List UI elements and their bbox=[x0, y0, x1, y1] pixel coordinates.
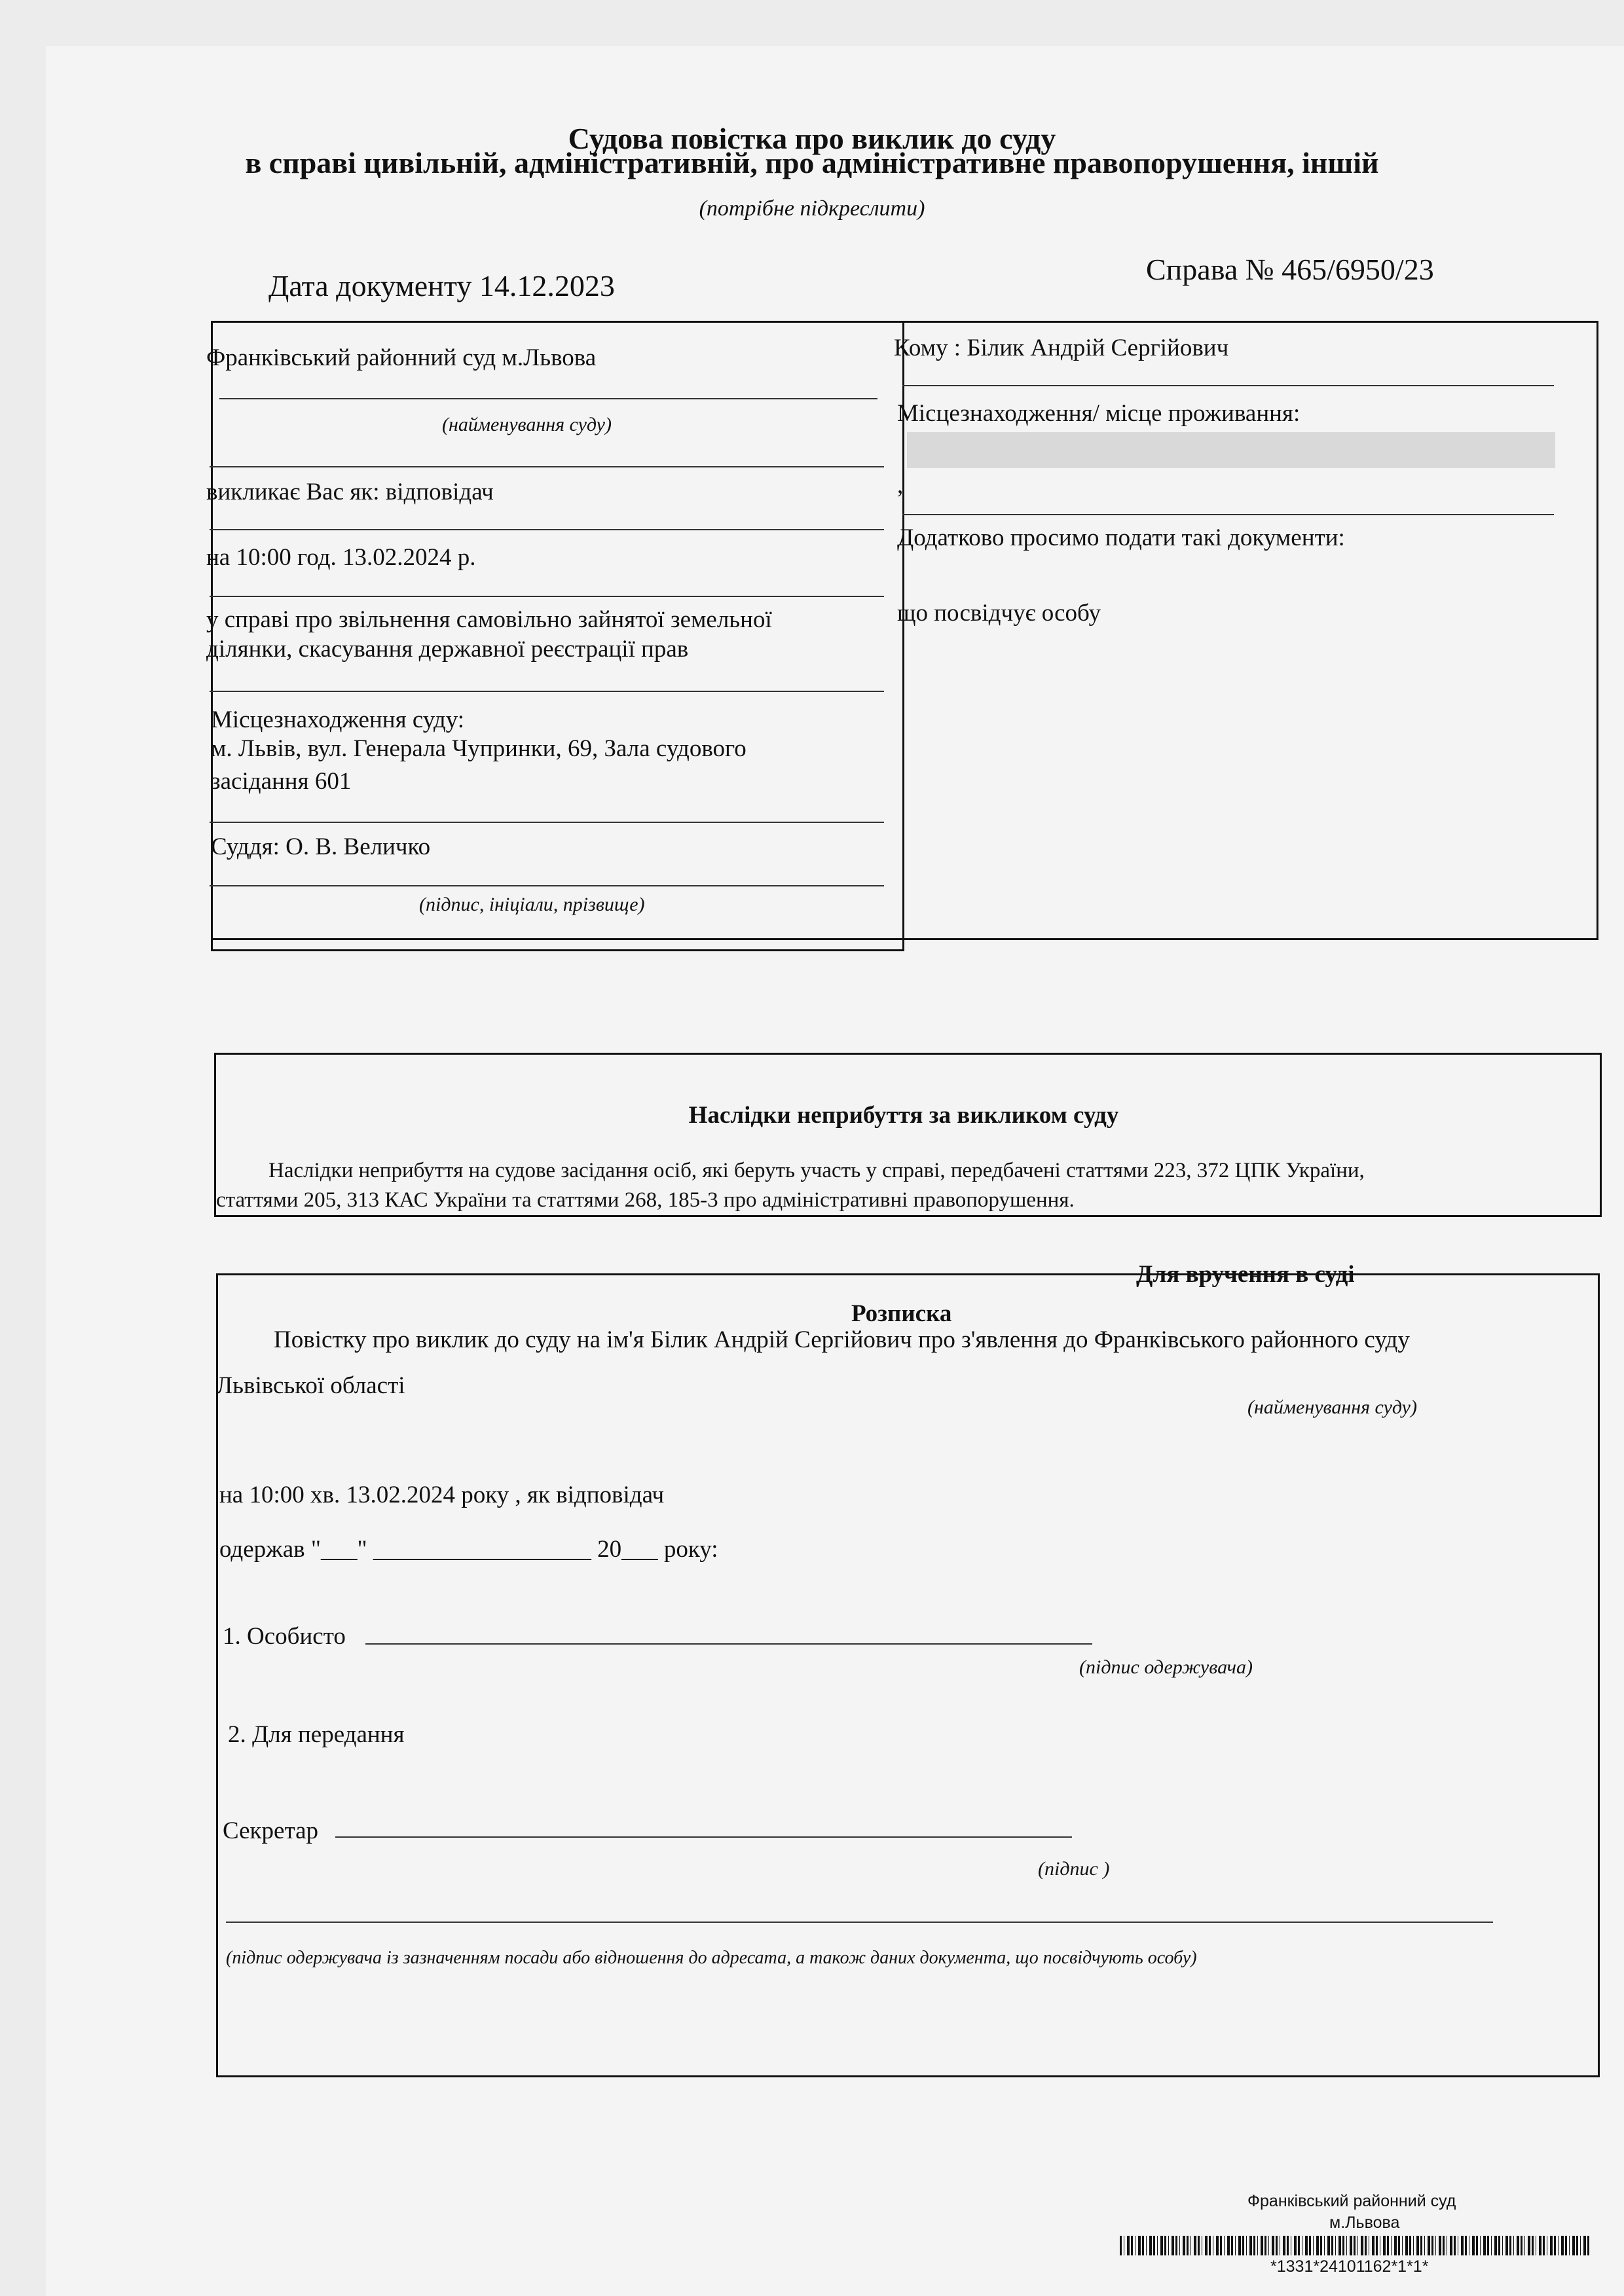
residence-comma: , bbox=[897, 472, 904, 499]
extra-documents-label: Додатково просимо подати такі документи: bbox=[897, 524, 1345, 551]
receipt-title: Розписка bbox=[851, 1300, 952, 1327]
personally-signature-line bbox=[365, 1643, 1092, 1645]
separator-line bbox=[210, 529, 884, 530]
document-date: Дата документу 14.12.2023 bbox=[268, 269, 615, 302]
redacted-address bbox=[907, 432, 1555, 468]
receipt-text-line2: Львівської області bbox=[216, 1372, 405, 1399]
court-stamp-line2: м.Львова bbox=[1329, 2214, 1400, 2232]
judge-name: Суддя: О. В. Величко bbox=[211, 833, 431, 860]
recipient-name: Кому : Білик Андрій Сергійович bbox=[894, 335, 1229, 361]
barcode-text: *1331*24101162*1*1* bbox=[1270, 2257, 1429, 2276]
recipient-signature-caption: (підпис одержувача) bbox=[1079, 1656, 1253, 1678]
court-location-label: Місцезнаходження суду: bbox=[211, 706, 465, 733]
for-court-delivery: Для вручення в суді bbox=[1136, 1261, 1355, 1288]
case-subject-line1: у справі про звільнення самовільно зайнятої земельної bbox=[206, 606, 772, 633]
court-name-caption: (найменування суду) bbox=[442, 414, 612, 435]
receipt-text-line1: Повістку про виклик до суду на ім'я Білик Андрій Сергійович про з'явлення до Франківського районного суду bbox=[274, 1326, 1410, 1353]
received-date-line: одержав "___" __________________ 20___ року: bbox=[219, 1536, 718, 1563]
separator-line bbox=[902, 514, 1554, 515]
judge-caption: (підпис, ініціали, прізвище) bbox=[419, 894, 645, 915]
consequences-text-line2: статтями 205, 313 КАС України та статтями 268, 185-3 про адміністративні правопорушення. bbox=[216, 1188, 1075, 1212]
court-location-line2: засідання 601 bbox=[211, 768, 352, 795]
separator-line bbox=[210, 822, 884, 823]
consequences-title: Наслідки неприбуття за викликом суду bbox=[688, 1102, 1119, 1129]
separator-line bbox=[210, 596, 884, 597]
secretary-signature-caption: (підпис ) bbox=[1038, 1858, 1110, 1880]
hearing-time: на 10:00 год. 13.02.2024 р. bbox=[206, 544, 476, 571]
underline-note: (потрібне підкреслити) bbox=[699, 196, 925, 221]
personally-label: 1. Особисто bbox=[223, 1623, 346, 1650]
receipt-court-caption: (найменування суду) bbox=[1247, 1396, 1417, 1418]
receipt-hearing-time: на 10:00 хв. 13.02.2024 року , як відповідач bbox=[219, 1482, 665, 1508]
case-subject-line2: ділянки, скасування державної реєстрації прав bbox=[206, 636, 689, 663]
document-subtitle: в справі цивільній, адміністративній, про адміністративне правопорушення, іншій bbox=[245, 146, 1379, 179]
receipt-footer-line bbox=[226, 1922, 1493, 1923]
court-location-line1: м. Львів, вул. Генерала Чупринки, 69, Зала судового bbox=[211, 735, 747, 762]
for-transfer-label: 2. Для передання bbox=[228, 1721, 405, 1748]
extra-documents-value: що посвідчує особу bbox=[897, 600, 1101, 627]
barcode bbox=[1120, 2236, 1591, 2255]
summons-role: викликає Вас як: відповідач bbox=[206, 479, 494, 505]
separator-line bbox=[902, 385, 1554, 386]
receipt-footer-caption: (підпис одержувача із зазначенням посади або відношення до адресата, а також даних документа, що посвідчують особу) bbox=[226, 1948, 1197, 1968]
case-number: Справа № 465/6950/23 bbox=[1146, 253, 1434, 286]
separator-line bbox=[210, 885, 884, 886]
secretary-label: Секретар bbox=[223, 1817, 318, 1844]
secretary-signature-line bbox=[335, 1836, 1072, 1838]
consequences-text-line1: Наслідки неприбуття на судове засідання осіб, які беруть участь у справі, передбачені статтями 223, 372 ЦПК України, bbox=[268, 1159, 1365, 1182]
court-name: Франківський районний суд м.Львова bbox=[206, 344, 597, 371]
residence-label: Місцезнаходження/ місце проживання: bbox=[897, 400, 1301, 427]
court-stamp-line1: Франківський районний суд bbox=[1247, 2192, 1456, 2210]
separator-line bbox=[210, 691, 884, 692]
separator-line bbox=[210, 466, 884, 467]
document-title: Судова повістка про виклик до суду bbox=[568, 122, 1056, 155]
court-name-line bbox=[219, 398, 877, 399]
